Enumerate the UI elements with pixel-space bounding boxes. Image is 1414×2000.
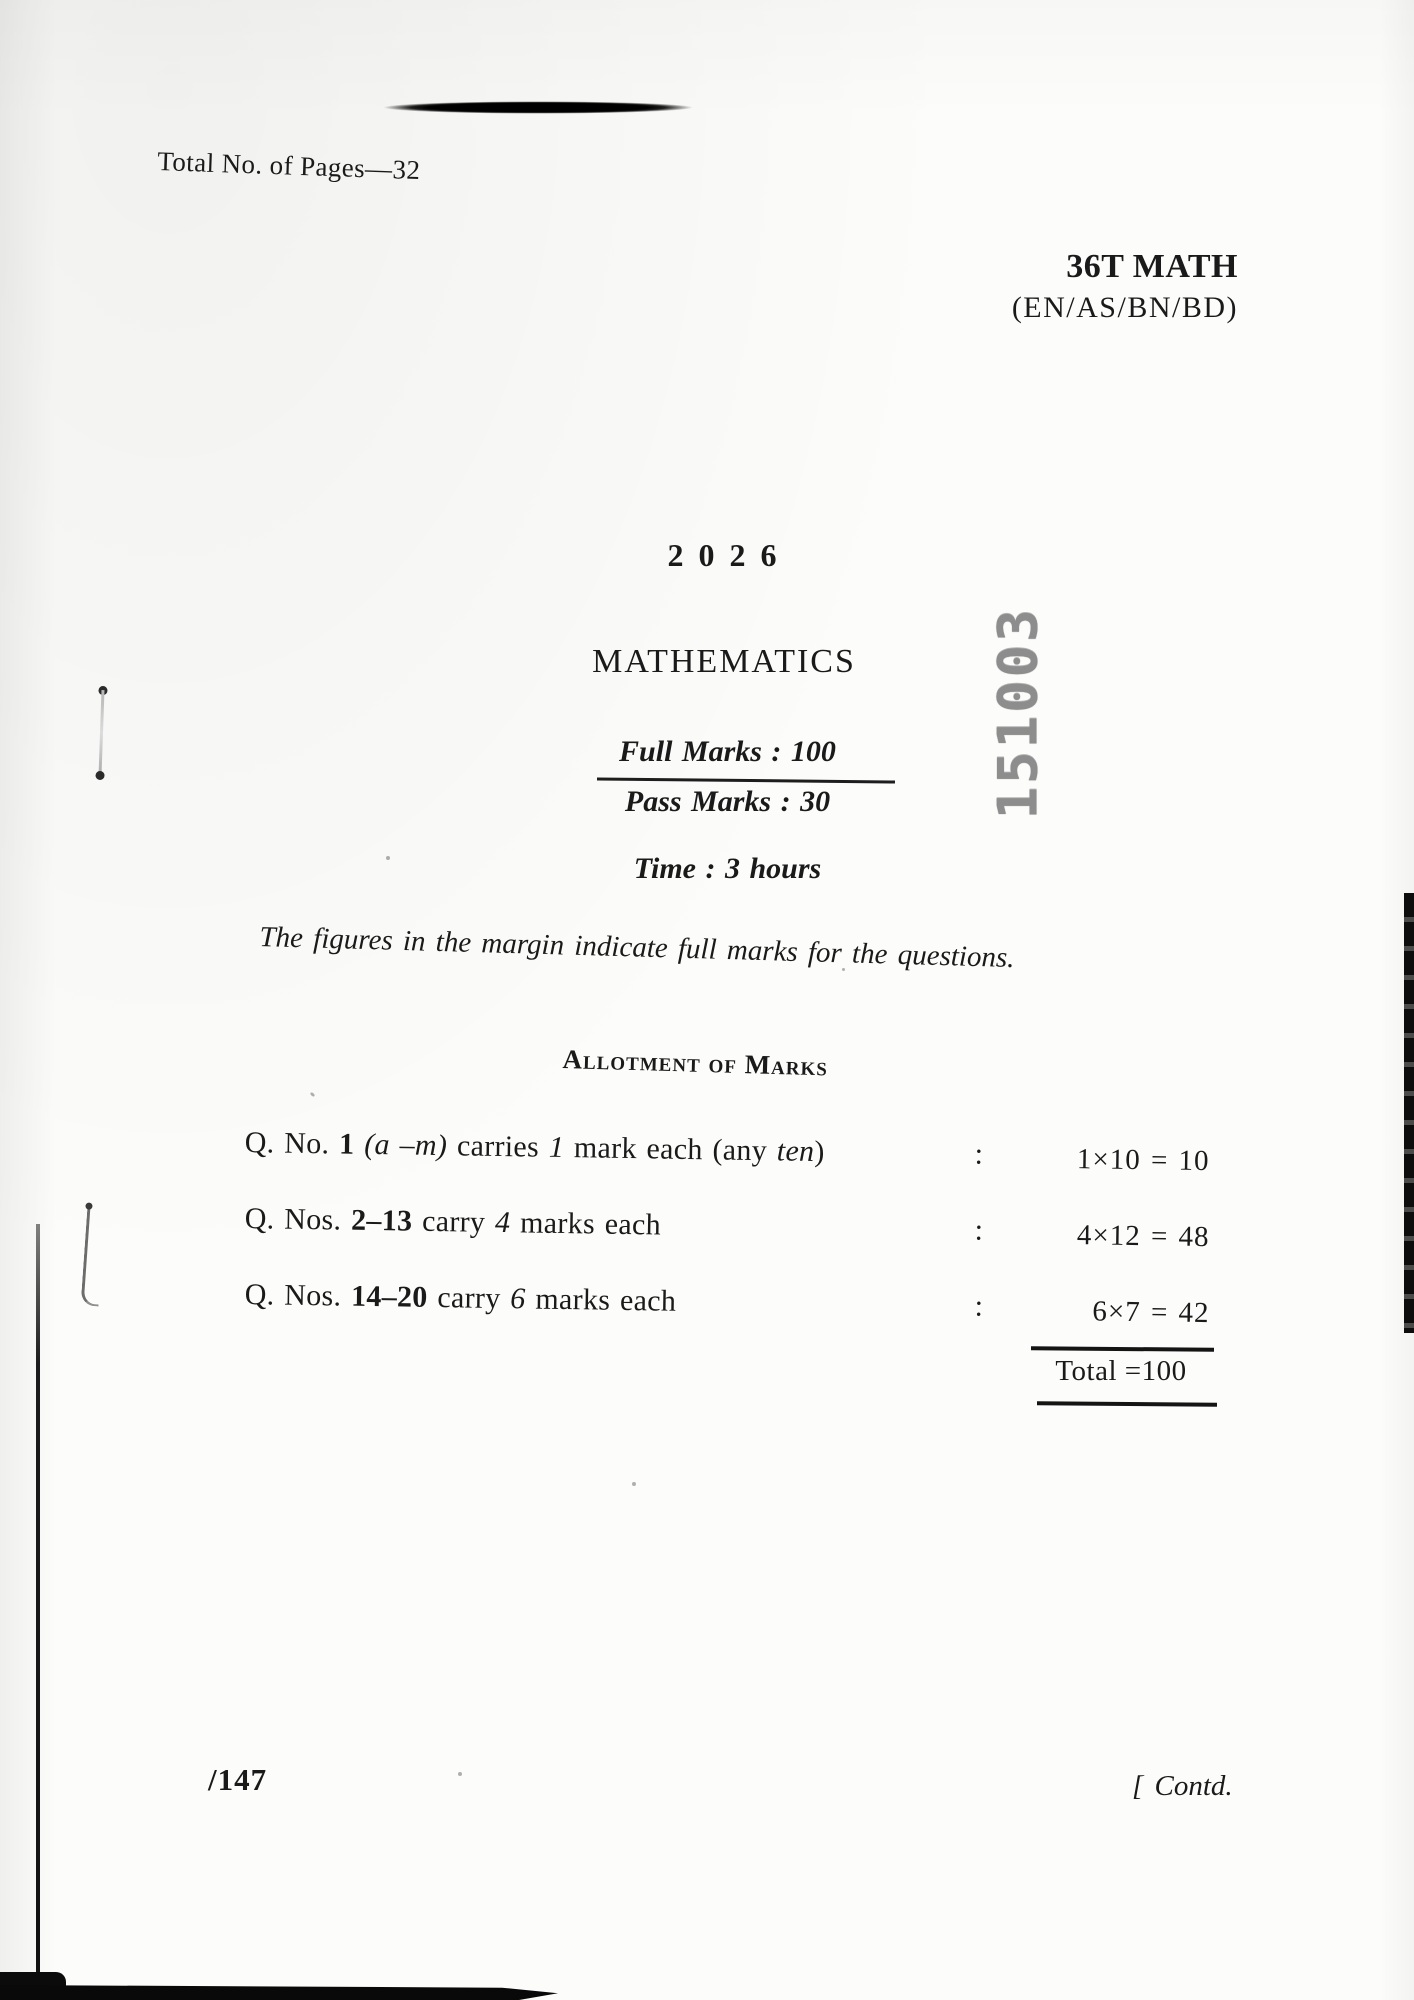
q-verb: carry bbox=[427, 1280, 511, 1316]
q-verb: carries bbox=[446, 1129, 550, 1164]
full-marks-line: Full Marks : 100 bbox=[619, 735, 836, 768]
q-number: 1 bbox=[338, 1127, 355, 1161]
q-number: 2–13 bbox=[350, 1203, 413, 1238]
total-marks: Total =100 bbox=[1055, 1355, 1187, 1387]
margin-instruction: The figures in the margin indicate full marks for the questions. bbox=[259, 921, 1015, 975]
scan-speck bbox=[386, 856, 390, 860]
q-number: 14–20 bbox=[350, 1279, 428, 1314]
language-codes: (EN/AS/BN/BD) bbox=[1011, 291, 1238, 324]
scan-speck bbox=[310, 1092, 316, 1098]
q-mark-count: 1 bbox=[548, 1130, 565, 1165]
marks-divider-rule bbox=[597, 777, 895, 783]
marks-equation: 6×7 = 42 bbox=[1092, 1295, 1210, 1330]
q-close-paren: ) bbox=[814, 1134, 825, 1169]
pass-marks-line: Pass Marks : 30 bbox=[624, 785, 831, 818]
allotment-row-label bbox=[244, 1126, 824, 1168]
colon-separator: : bbox=[974, 1213, 984, 1247]
q-verb: carry bbox=[412, 1204, 496, 1239]
q-each-text: mark each (any bbox=[563, 1131, 778, 1168]
allotment-row bbox=[244, 1126, 1219, 1178]
allotment-row-label bbox=[244, 1278, 676, 1318]
allotment-row-label bbox=[244, 1202, 661, 1242]
q-prefix: Q. Nos. bbox=[244, 1202, 352, 1237]
scan-edge-bar-right bbox=[1404, 893, 1414, 1333]
allotment-row bbox=[244, 1202, 1219, 1254]
total-rule-bottom bbox=[1037, 1401, 1217, 1406]
q-range-italic: (a –m) bbox=[354, 1127, 448, 1163]
q-each-text: marks each bbox=[525, 1282, 677, 1318]
q-mark-count: 6 bbox=[510, 1282, 526, 1316]
total-pages-label: Total No. of Pages—32 bbox=[156, 146, 421, 186]
paper-code: 36T MATH bbox=[1066, 248, 1238, 285]
scan-fold-line-left bbox=[36, 1224, 40, 2000]
staple-wire bbox=[98, 690, 104, 776]
subject-title: MATHEMATICS bbox=[592, 643, 856, 680]
scan-speck bbox=[632, 1482, 636, 1486]
allotment-heading: Allotment of Marks bbox=[562, 1044, 829, 1082]
colon-separator: : bbox=[974, 1289, 984, 1323]
colon-separator: : bbox=[974, 1137, 984, 1171]
q-any-italic: ten bbox=[776, 1134, 815, 1168]
paper-number: /147 bbox=[208, 1762, 268, 1797]
contd-label: [ Contd. bbox=[1132, 1770, 1233, 1802]
total-rule-top bbox=[1031, 1346, 1214, 1351]
staple-mark-bottom bbox=[81, 1205, 106, 1306]
q-prefix: Q. No. bbox=[244, 1126, 340, 1161]
q-each-text: marks each bbox=[510, 1206, 662, 1242]
marks-equation: 4×12 = 48 bbox=[1076, 1219, 1210, 1254]
time-line: Time : 3 hours bbox=[633, 852, 822, 885]
q-prefix: Q. Nos. bbox=[244, 1278, 352, 1313]
exam-year: 2026 bbox=[667, 537, 792, 573]
paper-code-block bbox=[1012, 248, 1238, 325]
scan-speck bbox=[458, 1772, 462, 1776]
staple-mark-top bbox=[94, 686, 107, 780]
serial-number-stamp: 151003 bbox=[986, 606, 1050, 820]
q-mark-count: 4 bbox=[494, 1205, 511, 1240]
scan-streak-top bbox=[326, 99, 750, 116]
allotment-row bbox=[244, 1278, 1219, 1330]
scan-shadow-bottom-bar bbox=[0, 1985, 558, 2000]
marks-equation: 1×10 = 10 bbox=[1076, 1143, 1210, 1178]
